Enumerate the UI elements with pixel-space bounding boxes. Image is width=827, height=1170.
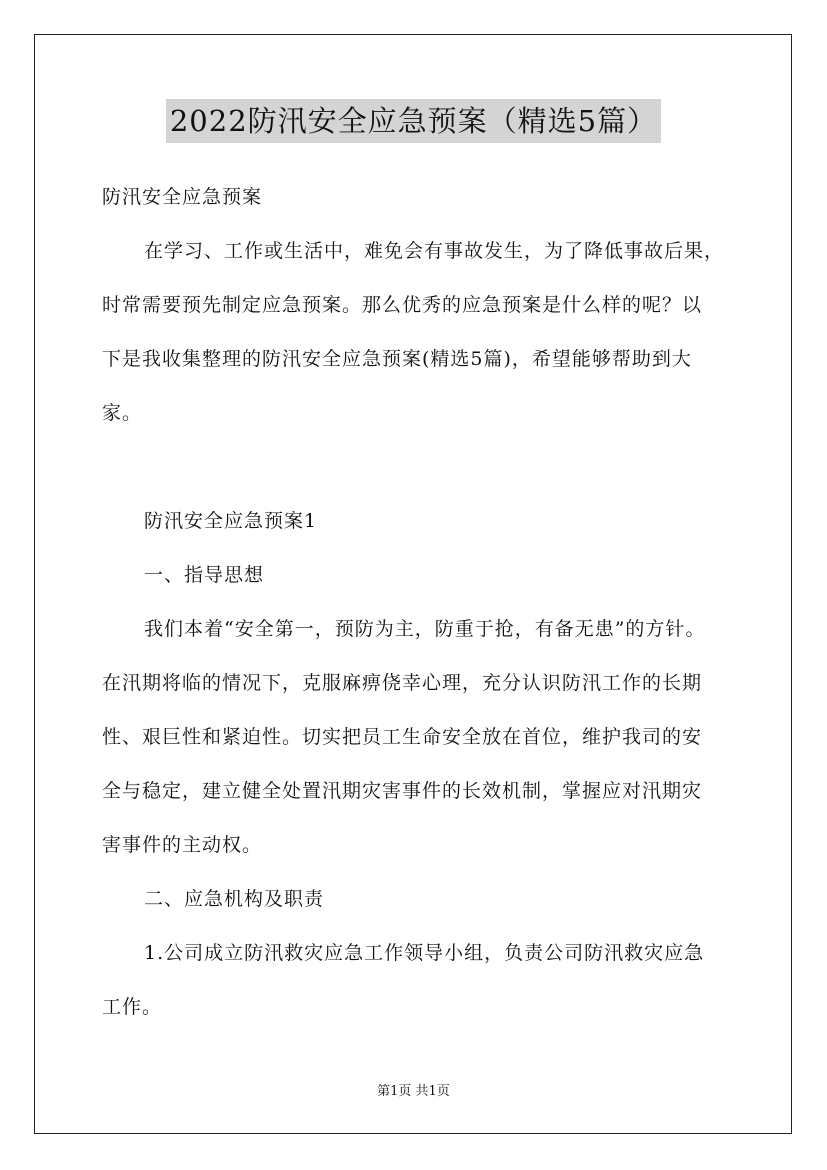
blank-line <box>102 440 732 494</box>
subsection-heading: 二、应急机构及职责 <box>144 888 325 910</box>
subsection-heading: 一、指导思想 <box>144 564 265 586</box>
paragraph-line: 下是我收集整理的防汛安全应急预案(精选5篇)，希望能够帮助到大 <box>102 348 692 370</box>
paragraph-line: 害事件的主动权。 <box>102 834 263 856</box>
paragraph-line: 性、艰巨性和紧迫性。切实把员工生命安全放在首位，维护我司的安 <box>102 726 703 748</box>
document-title: 2022防汛安全应急预案（精选5篇） <box>166 99 661 143</box>
paragraph-line: 在学习、工作或生活中，难免会有事故发生，为了降低事故后果， <box>144 240 725 262</box>
paragraph-line: 家。 <box>102 402 143 424</box>
paragraph-line: 1.公司成立防汛救灾应急工作领导小组，负责公司防汛救灾应急 <box>144 942 705 964</box>
paragraph-line: 在汛期将临的情况下，克服麻痹侥幸心理，充分认识防汛工作的长期 <box>102 672 703 694</box>
page-footer: 第1页 共1页 <box>377 1084 450 1099</box>
section-heading: 防汛安全应急预案 <box>102 186 263 208</box>
section-heading: 防汛安全应急预案1 <box>144 510 318 532</box>
paragraph-line: 全与稳定，建立健全处置汛期灾害事件的长效机制，掌握应对汛期灾 <box>102 780 703 802</box>
paragraph-line: 时常需要预先制定应急预案。那么优秀的应急预案是什么样的呢？以 <box>102 294 703 316</box>
paragraph-line: 我们本着“安全第一，预防为主，防重于抢，有备无患”的方针。 <box>144 618 706 640</box>
paragraph-line: 工作。 <box>102 996 163 1018</box>
document-body <box>102 170 732 1034</box>
title-container <box>0 99 827 143</box>
